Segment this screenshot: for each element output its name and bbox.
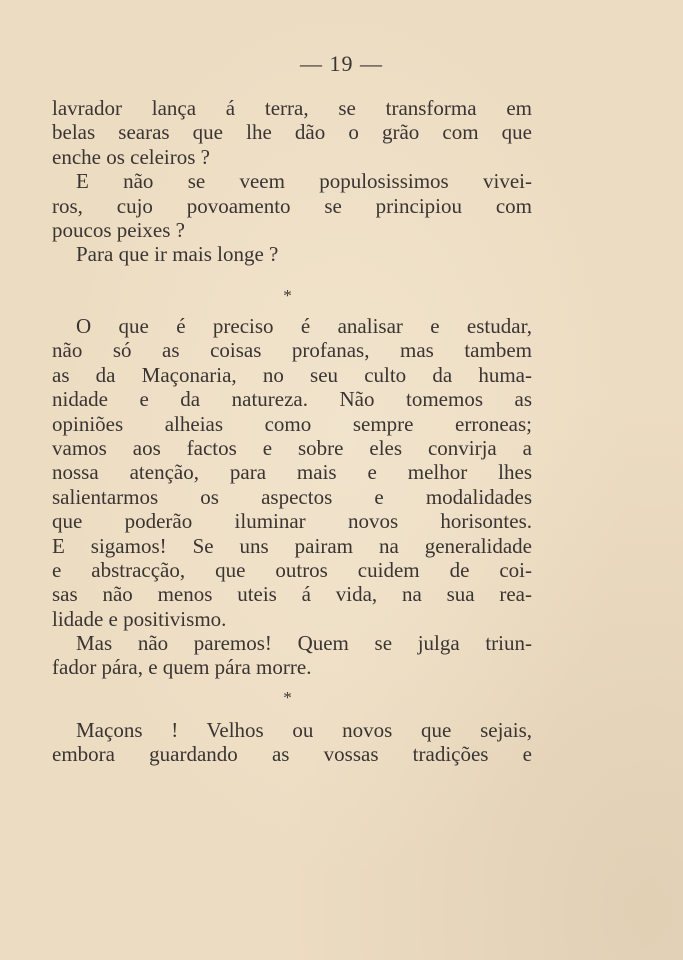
text-line: E não se veem populosissimos vivei- <box>76 169 532 194</box>
text-line: belas searas que lhe dão o grão com que <box>52 120 532 145</box>
text-line: que poderão iluminar novos horisontes. <box>52 509 532 534</box>
text-line: as da Maçonaria, no seu culto da huma- <box>52 362 532 387</box>
section-separator: * <box>283 286 292 305</box>
text-line: ros, cujo povoamento se principiou com <box>52 193 532 218</box>
text-line: enche os celeiros ? <box>52 144 211 169</box>
text-line: nossa atenção, para mais e melhor lhes <box>52 460 532 485</box>
text-line: E sigamos! Se uns pairam na generalidade <box>52 533 532 558</box>
paragraph-block-2 <box>52 314 532 680</box>
text-line: embora guardando as vossas tradições e <box>52 742 532 767</box>
text-line: Mas não paremos! Quem se julga triun- <box>76 631 532 656</box>
paragraph-block-1 <box>52 96 532 267</box>
text-line: e abstracção, que outros cuidem de coi- <box>52 557 532 582</box>
text-line: poucos peixes ? <box>52 217 185 242</box>
text-line: vamos aos factos e sobre eles convirja a <box>52 435 532 460</box>
text-line: salientarmos os aspectos e modalidades <box>52 484 532 509</box>
text-line: opiniões alheias como sempre erroneas; <box>52 411 532 436</box>
text-line: lavrador lança á terra, se transforma em <box>52 96 532 120</box>
text-line: Para que ir mais longe ? <box>76 242 279 267</box>
text-line: fador pára, e quem pára morre. <box>52 655 312 680</box>
page-number: — 19 — <box>300 51 383 76</box>
text-line: Maçons ! Velhos ou novos que sejais, <box>76 718 532 742</box>
section-separator: * <box>283 688 292 707</box>
text-line: O que é preciso é analisar e estudar, <box>76 314 532 338</box>
text-line: lidade e positivismo. <box>52 606 227 631</box>
text-line: não só as coisas profanas, mas tambem <box>52 338 532 363</box>
text-line: sas não menos uteis á vida, na sua rea- <box>52 582 532 607</box>
text-line: nidade e da natureza. Não tomemos as <box>52 387 532 412</box>
paragraph-block-3 <box>52 718 532 767</box>
